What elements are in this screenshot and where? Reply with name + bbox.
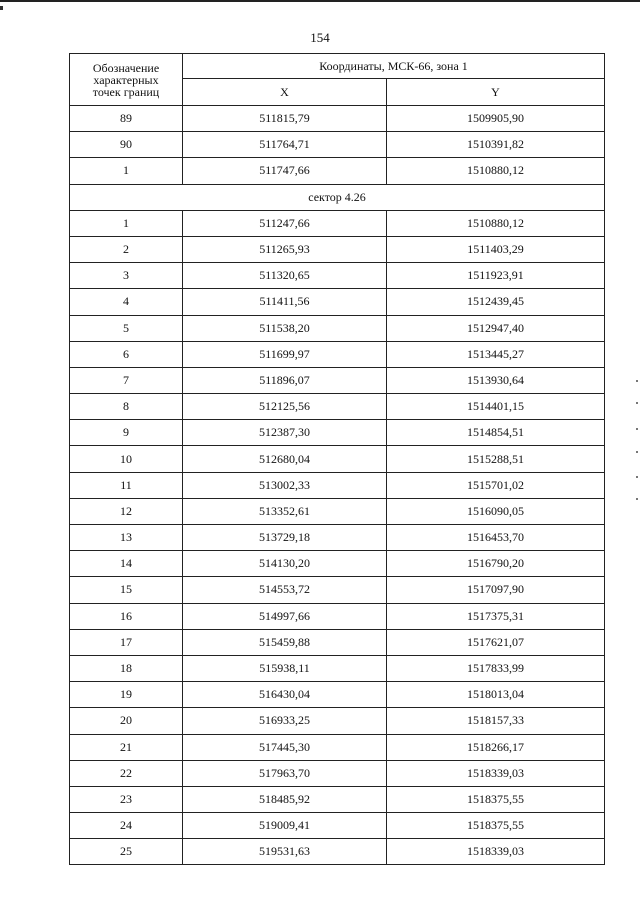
y-coordinate-cell: 1509905,90: [387, 106, 605, 132]
x-coordinate-cell: 511411,56: [183, 289, 387, 315]
x-coordinate-cell: 515459,88: [183, 629, 387, 655]
y-coordinate-cell: 1518157,33: [387, 708, 605, 734]
point-number-cell: 24: [70, 813, 183, 839]
y-coordinate-cell: 1517097,90: [387, 577, 605, 603]
header-points-designation: [70, 54, 183, 106]
point-number-cell: 13: [70, 525, 183, 551]
x-coordinate-cell: 511815,79: [183, 106, 387, 132]
header-points-line: характерных: [93, 72, 159, 87]
table-row: [70, 210, 605, 236]
y-coordinate-cell: 1517621,07: [387, 629, 605, 655]
point-number-cell: 7: [70, 367, 183, 393]
table-row: [70, 603, 605, 629]
point-number-cell: 5: [70, 315, 183, 341]
table-row: [70, 263, 605, 289]
y-coordinate-cell: 1518375,55: [387, 786, 605, 812]
table-body: [70, 106, 605, 865]
x-coordinate-cell: 511538,20: [183, 315, 387, 341]
x-coordinate-cell: 511320,65: [183, 263, 387, 289]
x-coordinate-cell: 512125,56: [183, 394, 387, 420]
x-coordinate-cell: 517963,70: [183, 760, 387, 786]
x-coordinate-cell: 511699,97: [183, 341, 387, 367]
y-coordinate-cell: 1516453,70: [387, 525, 605, 551]
header-coordinates: Координаты, МСК-66, зона 1: [183, 54, 605, 79]
x-coordinate-cell: 512387,30: [183, 420, 387, 446]
table-row: [70, 760, 605, 786]
x-coordinate-cell: 512680,04: [183, 446, 387, 472]
table-row: [70, 577, 605, 603]
y-coordinate-cell: 1510880,12: [387, 210, 605, 236]
table-row: [70, 132, 605, 158]
y-coordinate-cell: 1510391,82: [387, 132, 605, 158]
x-coordinate-cell: 516933,25: [183, 708, 387, 734]
x-coordinate-cell: 514553,72: [183, 577, 387, 603]
point-number-cell: 23: [70, 786, 183, 812]
y-coordinate-cell: 1511403,29: [387, 236, 605, 262]
table-row: [70, 498, 605, 524]
table-row: [70, 655, 605, 681]
point-number-cell: 10: [70, 446, 183, 472]
point-number-cell: 21: [70, 734, 183, 760]
page-number: 154: [310, 30, 330, 45]
sector-label: сектор 4.26: [70, 184, 605, 210]
y-coordinate-cell: 1518013,04: [387, 682, 605, 708]
point-number-cell: 14: [70, 551, 183, 577]
point-number-cell: 25: [70, 839, 183, 865]
x-coordinate-cell: 511896,07: [183, 367, 387, 393]
y-coordinate-cell: 1513930,64: [387, 367, 605, 393]
point-number-cell: 8: [70, 394, 183, 420]
table-row: [70, 682, 605, 708]
x-coordinate-cell: 518485,92: [183, 786, 387, 812]
point-number-cell: 4: [70, 289, 183, 315]
y-coordinate-cell: 1515701,02: [387, 472, 605, 498]
y-coordinate-cell: 1511923,91: [387, 263, 605, 289]
header-x: X: [183, 79, 387, 106]
x-coordinate-cell: 511747,66: [183, 158, 387, 184]
y-coordinate-cell: 1515288,51: [387, 446, 605, 472]
table-row: [70, 629, 605, 655]
table-row: [70, 341, 605, 367]
y-coordinate-cell: 1514401,15: [387, 394, 605, 420]
point-number-cell: 20: [70, 708, 183, 734]
table-row: [70, 813, 605, 839]
point-number-cell: 2: [70, 236, 183, 262]
point-number-cell: 22: [70, 760, 183, 786]
y-coordinate-cell: 1514854,51: [387, 420, 605, 446]
table-row: [70, 472, 605, 498]
coordinates-table: [69, 53, 605, 865]
header-points-line: точек границ: [92, 84, 160, 99]
table-row: [70, 734, 605, 760]
y-coordinate-cell: 1516090,05: [387, 498, 605, 524]
x-coordinate-cell: 514130,20: [183, 551, 387, 577]
table-row: [70, 551, 605, 577]
x-coordinate-cell: 515938,11: [183, 655, 387, 681]
y-coordinate-cell: 1518375,55: [387, 813, 605, 839]
table-row: [70, 315, 605, 341]
y-coordinate-cell: 1518339,03: [387, 839, 605, 865]
header-y: Y: [387, 79, 605, 106]
table-row: [70, 786, 605, 812]
header-points-line: Обозначение: [92, 60, 160, 75]
point-number-cell: 11: [70, 472, 183, 498]
x-coordinate-cell: 514997,66: [183, 603, 387, 629]
scan-speck: [0, 6, 3, 10]
x-coordinate-cell: 513002,33: [183, 472, 387, 498]
table-row: [70, 446, 605, 472]
point-number-cell: 3: [70, 263, 183, 289]
y-coordinate-cell: 1518339,03: [387, 760, 605, 786]
table-row: [70, 106, 605, 132]
x-coordinate-cell: 519009,41: [183, 813, 387, 839]
x-coordinate-cell: 516430,04: [183, 682, 387, 708]
scan-margin-marks: [636, 380, 638, 500]
table-header: [70, 54, 605, 106]
point-number-cell: 12: [70, 498, 183, 524]
point-number-cell: 18: [70, 655, 183, 681]
table-row: [70, 158, 605, 184]
y-coordinate-cell: 1517375,31: [387, 603, 605, 629]
point-number-cell: 19: [70, 682, 183, 708]
x-coordinate-cell: 519531,63: [183, 839, 387, 865]
point-number-cell: 1: [70, 210, 183, 236]
table-row: [70, 236, 605, 262]
scan-top-edge: [0, 0, 640, 2]
table-row: [70, 420, 605, 446]
y-coordinate-cell: 1518266,17: [387, 734, 605, 760]
y-coordinate-cell: 1510880,12: [387, 158, 605, 184]
y-coordinate-cell: 1516790,20: [387, 551, 605, 577]
x-coordinate-cell: 517445,30: [183, 734, 387, 760]
y-coordinate-cell: 1512439,45: [387, 289, 605, 315]
point-number-cell: 1: [70, 158, 183, 184]
table-row: [70, 525, 605, 551]
x-coordinate-cell: 511265,93: [183, 236, 387, 262]
point-number-cell: 15: [70, 577, 183, 603]
sector-row: [70, 184, 605, 210]
table-row: [70, 394, 605, 420]
table-row: [70, 367, 605, 393]
x-coordinate-cell: 511764,71: [183, 132, 387, 158]
table-row: [70, 289, 605, 315]
x-coordinate-cell: 513729,18: [183, 525, 387, 551]
table-row: [70, 708, 605, 734]
point-number-cell: 9: [70, 420, 183, 446]
point-number-cell: 6: [70, 341, 183, 367]
point-number-cell: 17: [70, 629, 183, 655]
y-coordinate-cell: 1517833,99: [387, 655, 605, 681]
x-coordinate-cell: 513352,61: [183, 498, 387, 524]
point-number-cell: 89: [70, 106, 183, 132]
point-number-cell: 90: [70, 132, 183, 158]
table-row: [70, 839, 605, 865]
x-coordinate-cell: 511247,66: [183, 210, 387, 236]
y-coordinate-cell: 1513445,27: [387, 341, 605, 367]
y-coordinate-cell: 1512947,40: [387, 315, 605, 341]
point-number-cell: 16: [70, 603, 183, 629]
